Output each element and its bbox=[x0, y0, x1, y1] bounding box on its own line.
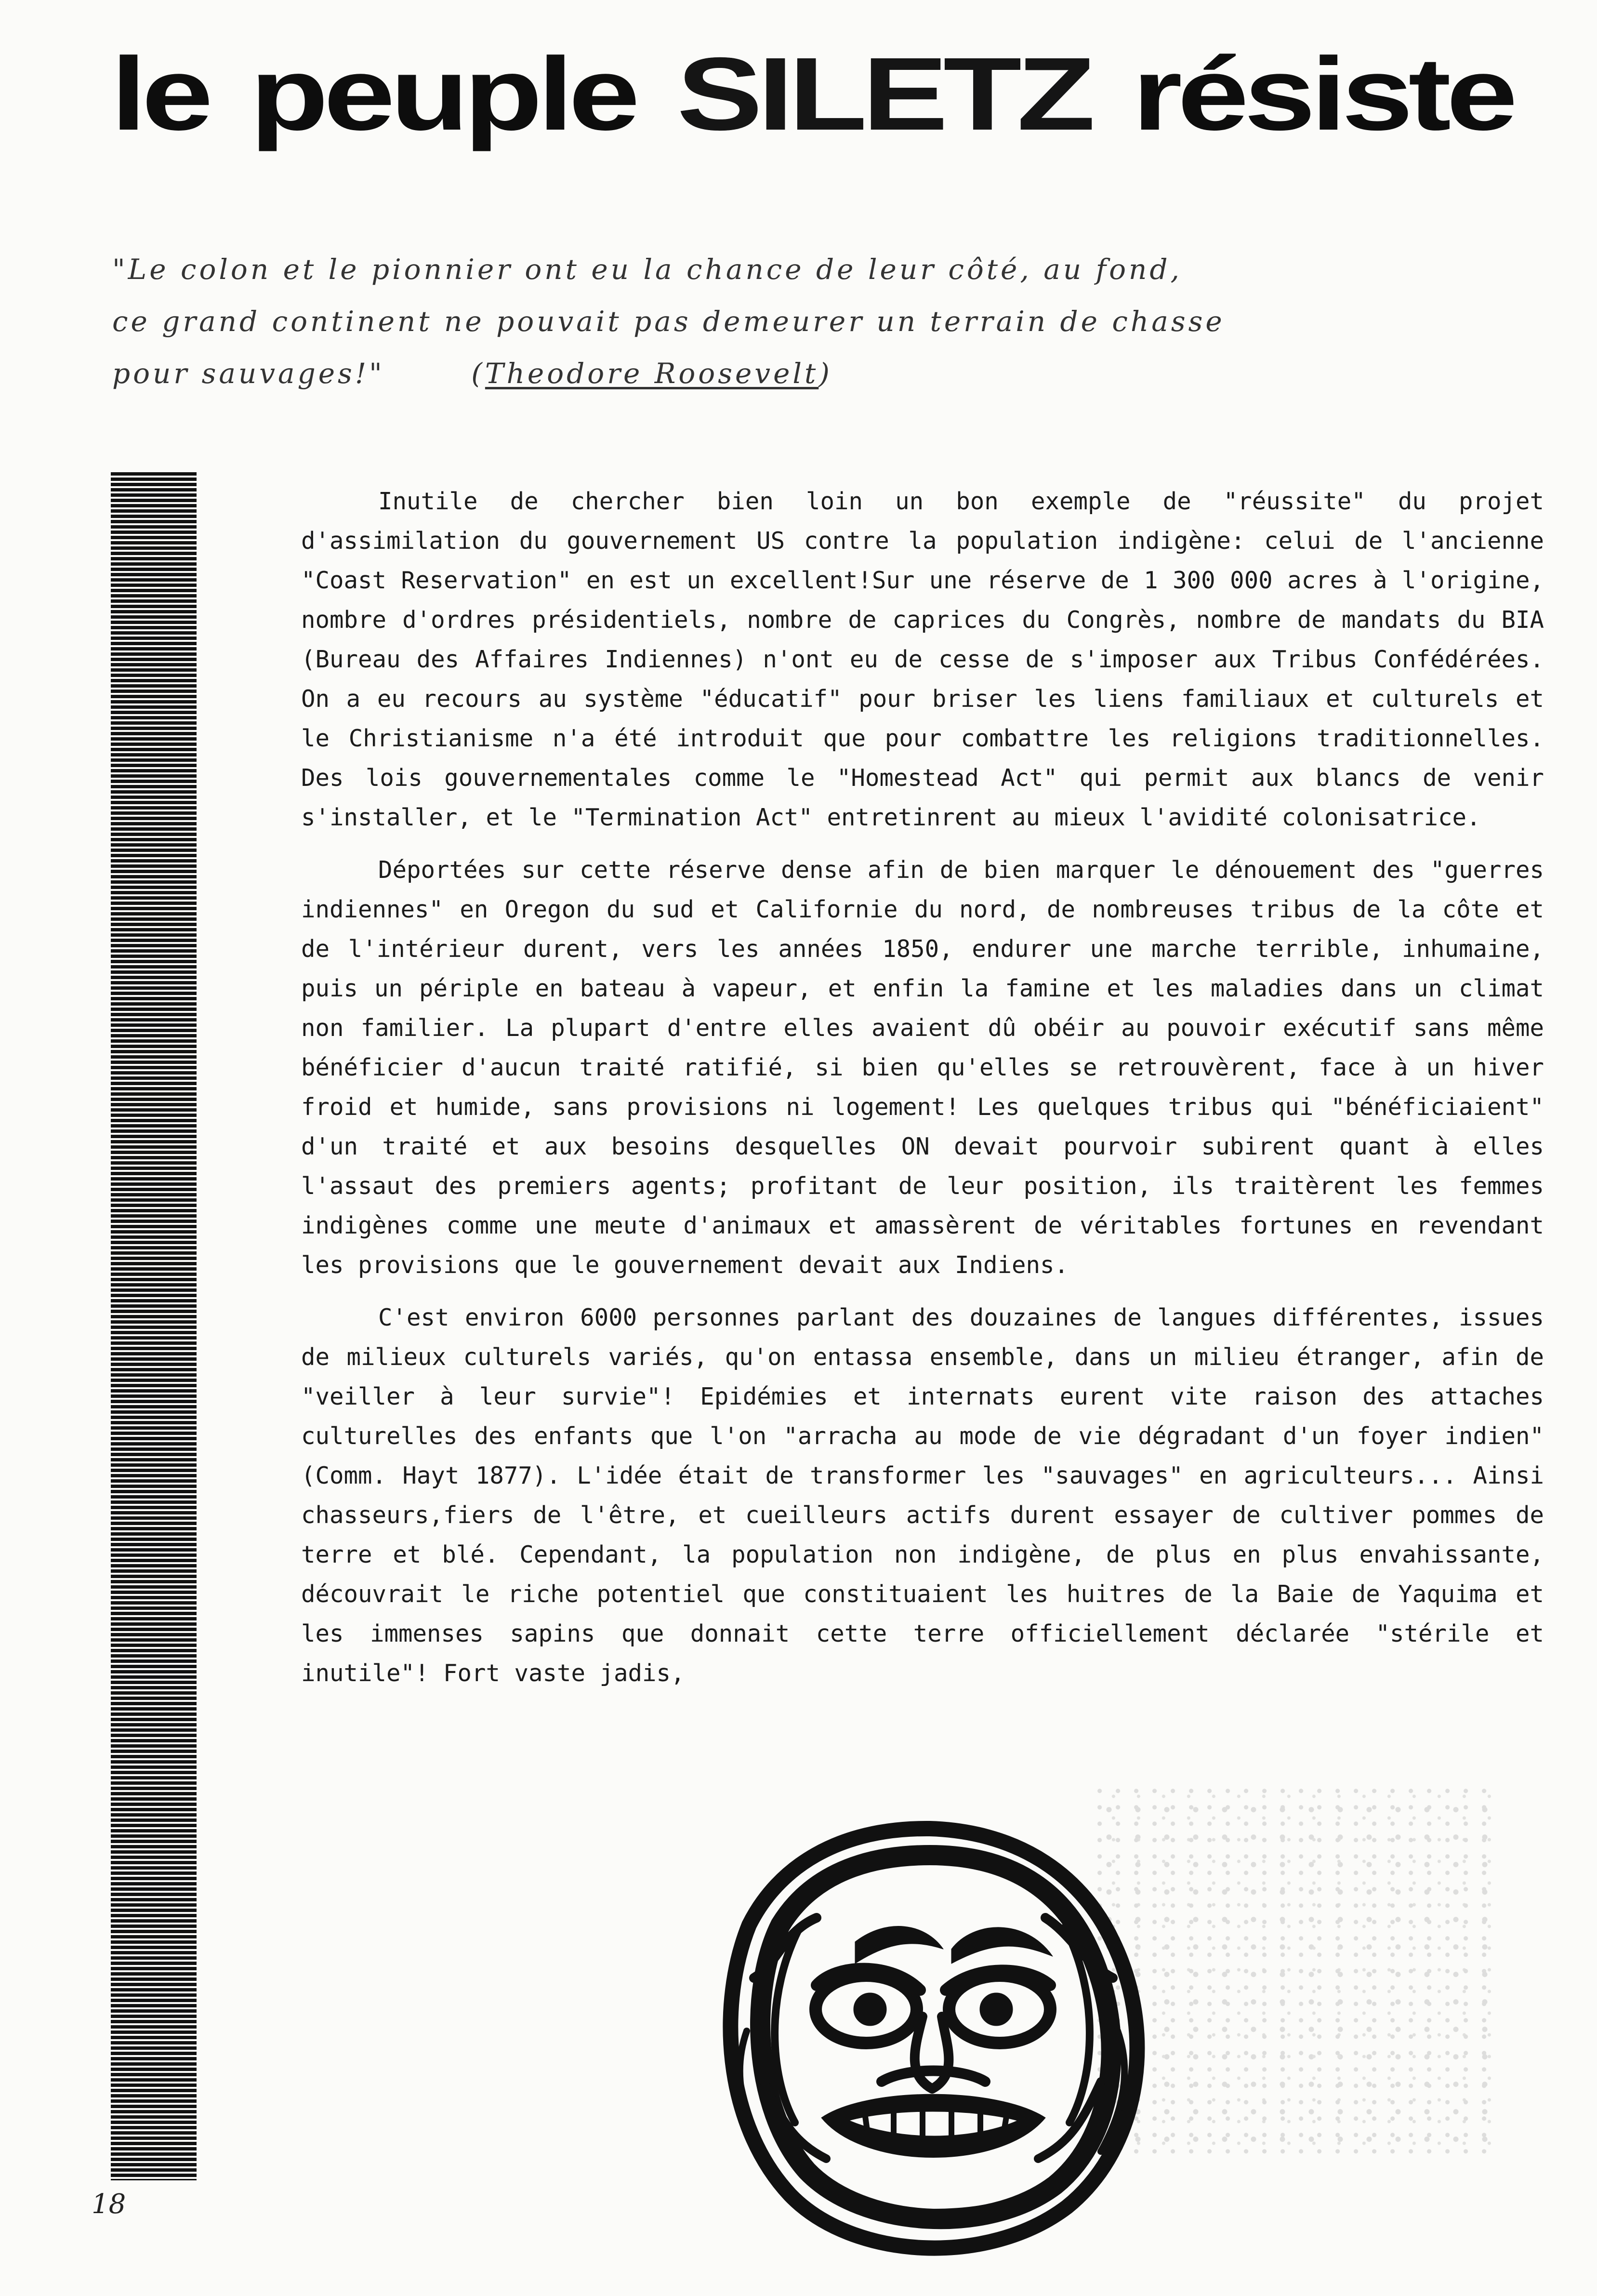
epigraph-attribution bbox=[471, 347, 832, 399]
tribal-mask-illustration bbox=[679, 1805, 1185, 2296]
article-body bbox=[301, 482, 1544, 1706]
vertical-decorative-bar bbox=[111, 472, 197, 2180]
article-paragraph: Déportées sur cette réserve dense afin de bien marquer le dénouement des "guerres indiennes" en Oregon du sud et Californie du nord, de nombreuses tribus de la côte et de l'intérieur durent, vers les années 1850, endurer une marche terrible, inhumaine, puis un périple en bateau à vapeur, et enfin la famine et les maladies dans un climat non familier. La plupart d'entre elles avaient dû obéir au pouvoir exécutif sans même bénéficier d'aucun traité ratifié, si bien qu'elles se retrouvèrent, face à un hiver froid et humide, sans provisions ni logement! Les quelques tribus qui "bénéficiaient" d'un traité et aux besoins desquelles ON devait pourvoir subirent quant à elles l'assaut des premiers agents; profitant de leur position, ils traitèrent les femmes indigènes comme une meute d'animaux et amassèrent de véritables fortunes en revendant les provisions que le gouvernement devait aux Indiens. bbox=[301, 856, 1544, 1279]
epigraph-quote-ending: pour sauvages!" bbox=[112, 357, 385, 390]
title-highlight: SILETZ bbox=[677, 36, 1091, 152]
article-paragraph: C'est environ 6000 personnes parlant des douzaines de langues différentes, issues de milieux culturels variés, qu'on entassa ensemble, dans un milieu étranger, afin de "veiller à leur survie"! Epidémies et internats eurent vite raison des attaches culturelles des enfants que l'on "arracha au mode de vie dégradant d'un foyer indien"(Comm. Hayt 1877). L'idée était de transformer les "sauvages" en agriculteurs... Ainsi chasseurs,fiers de l'être, et cueilleurs actifs durent essayer de cultiver pommes de terre et blé. Cependant, la population non indigène, de plus en plus envahissante, découvrait le riche potentiel que constituaient les huitres de la Baie de Yaquima et les immenses sapins que donnait cette terre officiellement déclarée "stérile et inutile"! Fort vaste jadis, bbox=[301, 1304, 1544, 1687]
attribution-close-paren: ) bbox=[818, 357, 832, 390]
epigraph bbox=[112, 243, 1374, 399]
epigraph-line-three bbox=[112, 347, 1374, 399]
attribution-open-paren: ( bbox=[471, 357, 485, 390]
article-paragraph: Inutile de chercher bien loin un bon exemple de "réussite" du projet d'assimilation du gouvernement US contre la population indigène: celui de l'ancienne "Coast Reservation" en est un excellent!Sur une réserve de 1 300 000 acres à l'origine, nombre d'ordres présidentiels, nombre de caprices du Congrès, nombre de mandats du BIA (Bureau des Affaires Indiennes) n'ont eu de cesse de s'imposer aux Tribus Confédérées. On a eu recours au système "éducatif" pour briser les liens familiaux et culturels et le Christianisme n'a été introduit que pour combattre les religions traditionnelles. Des lois gouvernementales comme le "Homestead Act" qui permit aux blancs de venir s'installer, et le "Termination Act" entretinrent au mieux l'avidité colonisatrice. bbox=[301, 488, 1544, 831]
page-title bbox=[111, 24, 1597, 164]
title-part-two: résiste bbox=[1132, 36, 1513, 152]
page-number: 18 bbox=[92, 2189, 126, 2220]
epigraph-line-one: "Le colon et le pionnier ont eu la chance de leur côté, au fond, bbox=[112, 253, 1182, 286]
epigraph-line-two: ce grand continent ne pouvait pas demeurer un terrain de chasse bbox=[112, 305, 1225, 338]
attribution-name: Theodore Roosevelt bbox=[485, 357, 819, 390]
title-part-one: le peuple bbox=[111, 36, 635, 152]
